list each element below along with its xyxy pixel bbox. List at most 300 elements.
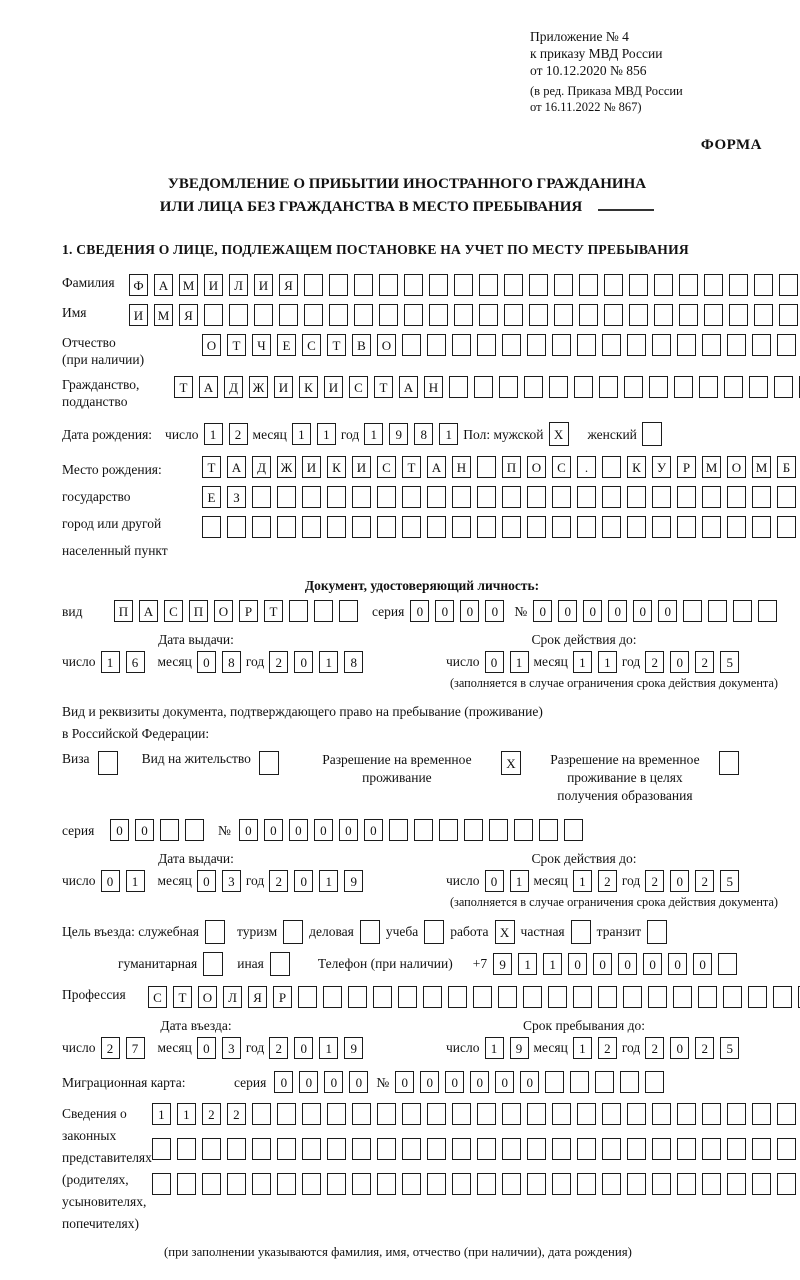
char-cell[interactable] [302, 516, 321, 538]
char-cell[interactable] [652, 516, 671, 538]
char-cell[interactable] [479, 274, 498, 296]
char-cell[interactable] [302, 486, 321, 508]
char-cell[interactable]: 0 [460, 600, 479, 622]
char-cell[interactable] [627, 334, 646, 356]
char-cell[interactable] [185, 819, 204, 841]
char-cell[interactable] [360, 920, 380, 944]
char-cell[interactable] [679, 274, 698, 296]
char-cell[interactable] [779, 274, 798, 296]
char-cell[interactable]: 1 [292, 423, 311, 445]
char-cell[interactable]: А [154, 274, 173, 296]
char-cell[interactable] [573, 986, 592, 1008]
char-cell[interactable] [314, 600, 333, 622]
char-cell[interactable] [252, 516, 271, 538]
char-cell[interactable] [279, 304, 298, 326]
char-cell[interactable] [404, 304, 423, 326]
char-cell[interactable] [727, 1173, 746, 1195]
char-cell[interactable]: 0 [274, 1071, 293, 1093]
char-cell[interactable] [702, 486, 721, 508]
char-cell[interactable] [402, 1138, 421, 1160]
char-cell[interactable] [402, 1103, 421, 1125]
char-cell[interactable]: З [227, 486, 246, 508]
purpose-study-checkbox[interactable] [424, 920, 444, 944]
char-cell[interactable] [404, 274, 423, 296]
char-cell[interactable]: 1 [319, 870, 338, 892]
char-cell[interactable]: И [302, 456, 321, 478]
char-cell[interactable] [227, 1173, 246, 1195]
char-cell[interactable] [352, 1173, 371, 1195]
char-cell[interactable]: 0 [670, 870, 689, 892]
char-cell[interactable] [673, 986, 692, 1008]
char-cell[interactable]: Ф [129, 274, 148, 296]
char-cell[interactable]: Н [452, 456, 471, 478]
char-cell[interactable] [424, 920, 444, 944]
char-cell[interactable] [579, 274, 598, 296]
char-cell[interactable] [377, 486, 396, 508]
char-cell[interactable]: 0 [420, 1071, 439, 1093]
char-cell[interactable] [477, 1138, 496, 1160]
char-cell[interactable] [733, 600, 752, 622]
char-cell[interactable] [252, 1138, 271, 1160]
char-cell[interactable]: Т [227, 334, 246, 356]
char-cell[interactable]: Ч [252, 334, 271, 356]
char-cell[interactable] [327, 1103, 346, 1125]
char-cell[interactable]: X [495, 920, 515, 944]
char-cell[interactable] [354, 274, 373, 296]
char-cell[interactable]: С [148, 986, 167, 1008]
char-cell[interactable] [718, 953, 737, 975]
char-cell[interactable] [702, 516, 721, 538]
char-cell[interactable] [454, 304, 473, 326]
char-cell[interactable] [652, 1138, 671, 1160]
char-cell[interactable] [477, 516, 496, 538]
char-cell[interactable] [177, 1138, 196, 1160]
char-cell[interactable]: 1 [518, 953, 537, 975]
char-cell[interactable]: М [752, 456, 771, 478]
char-cell[interactable] [504, 274, 523, 296]
char-cell[interactable]: С [164, 600, 183, 622]
char-cell[interactable] [604, 304, 623, 326]
purpose-private-checkbox[interactable] [571, 920, 591, 944]
purpose-humanitarian-checkbox[interactable] [203, 952, 223, 976]
char-cell[interactable] [624, 376, 643, 398]
char-cell[interactable] [252, 486, 271, 508]
char-cell[interactable]: 5 [720, 651, 739, 673]
char-cell[interactable] [623, 986, 642, 1008]
char-cell[interactable] [548, 986, 567, 1008]
char-cell[interactable] [729, 304, 748, 326]
char-cell[interactable] [602, 516, 621, 538]
char-cell[interactable]: А [427, 456, 446, 478]
char-cell[interactable] [302, 1173, 321, 1195]
char-cell[interactable]: 0 [495, 1071, 514, 1093]
char-cell[interactable] [752, 334, 771, 356]
char-cell[interactable] [545, 1071, 564, 1093]
char-cell[interactable] [427, 1103, 446, 1125]
char-cell[interactable] [552, 334, 571, 356]
char-cell[interactable] [773, 986, 792, 1008]
char-cell[interactable]: 0 [197, 870, 216, 892]
char-cell[interactable] [758, 600, 777, 622]
char-cell[interactable] [754, 304, 773, 326]
char-cell[interactable]: Т [402, 456, 421, 478]
char-cell[interactable] [302, 1138, 321, 1160]
gender-female-checkbox[interactable] [642, 422, 662, 446]
char-cell[interactable]: 0 [485, 870, 504, 892]
char-cell[interactable]: 0 [101, 870, 120, 892]
char-cell[interactable] [602, 1138, 621, 1160]
char-cell[interactable] [648, 986, 667, 1008]
char-cell[interactable] [698, 986, 717, 1008]
char-cell[interactable] [577, 334, 596, 356]
char-cell[interactable]: Д [224, 376, 243, 398]
char-cell[interactable]: 0 [608, 600, 627, 622]
char-cell[interactable]: 0 [395, 1071, 414, 1093]
char-cell[interactable]: 2 [695, 651, 714, 673]
char-cell[interactable] [477, 486, 496, 508]
char-cell[interactable]: 0 [349, 1071, 368, 1093]
char-cell[interactable] [277, 1173, 296, 1195]
char-cell[interactable] [489, 819, 508, 841]
char-cell[interactable]: М [179, 274, 198, 296]
char-cell[interactable] [402, 486, 421, 508]
char-cell[interactable] [283, 920, 303, 944]
char-cell[interactable]: У [652, 456, 671, 478]
char-cell[interactable] [527, 1103, 546, 1125]
char-cell[interactable] [477, 1103, 496, 1125]
char-cell[interactable] [277, 516, 296, 538]
char-cell[interactable] [203, 952, 223, 976]
char-cell[interactable]: О [377, 334, 396, 356]
char-cell[interactable] [327, 1138, 346, 1160]
char-cell[interactable] [352, 1138, 371, 1160]
char-cell[interactable] [564, 819, 583, 841]
char-cell[interactable]: 0 [445, 1071, 464, 1093]
char-cell[interactable] [504, 304, 523, 326]
char-cell[interactable]: И [352, 456, 371, 478]
char-cell[interactable] [427, 486, 446, 508]
char-cell[interactable]: К [627, 456, 646, 478]
char-cell[interactable]: 0 [533, 600, 552, 622]
char-cell[interactable] [502, 516, 521, 538]
char-cell[interactable] [377, 1173, 396, 1195]
char-cell[interactable] [574, 376, 593, 398]
char-cell[interactable] [377, 516, 396, 538]
purpose-other-checkbox[interactable] [270, 952, 290, 976]
char-cell[interactable] [502, 1138, 521, 1160]
char-cell[interactable] [702, 1103, 721, 1125]
char-cell[interactable]: И [324, 376, 343, 398]
char-cell[interactable] [554, 274, 573, 296]
char-cell[interactable]: 1 [573, 1037, 592, 1059]
char-cell[interactable]: 2 [101, 1037, 120, 1059]
char-cell[interactable] [289, 600, 308, 622]
char-cell[interactable] [647, 920, 667, 944]
char-cell[interactable]: Т [264, 600, 283, 622]
char-cell[interactable]: 0 [435, 600, 454, 622]
char-cell[interactable]: 2 [598, 1037, 617, 1059]
char-cell[interactable]: Т [327, 334, 346, 356]
purpose-work-checkbox[interactable] [495, 920, 515, 944]
char-cell[interactable] [577, 1103, 596, 1125]
char-cell[interactable] [327, 516, 346, 538]
char-cell[interactable] [427, 1173, 446, 1195]
char-cell[interactable] [629, 304, 648, 326]
char-cell[interactable]: 9 [344, 1037, 363, 1059]
char-cell[interactable]: 1 [510, 651, 529, 673]
char-cell[interactable] [679, 304, 698, 326]
char-cell[interactable] [727, 334, 746, 356]
char-cell[interactable] [577, 486, 596, 508]
char-cell[interactable]: О [214, 600, 233, 622]
char-cell[interactable] [554, 304, 573, 326]
char-cell[interactable] [452, 486, 471, 508]
char-cell[interactable] [777, 516, 796, 538]
char-cell[interactable]: Я [279, 274, 298, 296]
char-cell[interactable]: 0 [289, 819, 308, 841]
char-cell[interactable] [677, 486, 696, 508]
char-cell[interactable] [502, 1103, 521, 1125]
char-cell[interactable] [677, 1103, 696, 1125]
char-cell[interactable] [702, 1138, 721, 1160]
char-cell[interactable] [604, 274, 623, 296]
char-cell[interactable]: 1 [204, 423, 223, 445]
char-cell[interactable] [229, 304, 248, 326]
char-cell[interactable] [449, 376, 468, 398]
char-cell[interactable] [677, 1173, 696, 1195]
char-cell[interactable] [552, 1173, 571, 1195]
char-cell[interactable]: 1 [543, 953, 562, 975]
char-cell[interactable] [529, 274, 548, 296]
char-cell[interactable]: 2 [229, 423, 248, 445]
char-cell[interactable] [477, 334, 496, 356]
char-cell[interactable] [298, 986, 317, 1008]
char-cell[interactable]: X [549, 422, 569, 446]
char-cell[interactable]: Е [202, 486, 221, 508]
char-cell[interactable]: 0 [618, 953, 637, 975]
char-cell[interactable] [704, 304, 723, 326]
char-cell[interactable] [577, 1173, 596, 1195]
char-cell[interactable]: 6 [126, 651, 145, 673]
residence-permit-checkbox[interactable] [259, 751, 279, 775]
char-cell[interactable]: 1 [317, 423, 336, 445]
char-cell[interactable]: Б [777, 456, 796, 478]
char-cell[interactable] [527, 486, 546, 508]
char-cell[interactable]: С [302, 334, 321, 356]
char-cell[interactable] [439, 819, 458, 841]
char-cell[interactable] [329, 274, 348, 296]
char-cell[interactable] [727, 1138, 746, 1160]
char-cell[interactable]: А [227, 456, 246, 478]
char-cell[interactable]: 2 [645, 870, 664, 892]
char-cell[interactable] [649, 376, 668, 398]
char-cell[interactable]: Е [277, 334, 296, 356]
char-cell[interactable] [539, 819, 558, 841]
char-cell[interactable]: П [502, 456, 521, 478]
char-cell[interactable] [779, 304, 798, 326]
char-cell[interactable]: . [577, 456, 596, 478]
char-cell[interactable] [652, 486, 671, 508]
char-cell[interactable] [723, 986, 742, 1008]
char-cell[interactable]: 9 [493, 953, 512, 975]
char-cell[interactable]: 1 [101, 651, 120, 673]
char-cell[interactable] [523, 986, 542, 1008]
char-cell[interactable]: 0 [520, 1071, 539, 1093]
char-cell[interactable]: 1 [319, 1037, 338, 1059]
char-cell[interactable]: С [377, 456, 396, 478]
char-cell[interactable] [327, 486, 346, 508]
char-cell[interactable]: 0 [583, 600, 602, 622]
char-cell[interactable] [254, 304, 273, 326]
char-cell[interactable] [752, 516, 771, 538]
char-cell[interactable]: 0 [693, 953, 712, 975]
char-cell[interactable]: М [702, 456, 721, 478]
char-cell[interactable] [654, 304, 673, 326]
char-cell[interactable] [502, 486, 521, 508]
char-cell[interactable] [602, 486, 621, 508]
char-cell[interactable]: А [139, 600, 158, 622]
char-cell[interactable]: С [349, 376, 368, 398]
char-cell[interactable] [777, 486, 796, 508]
char-cell[interactable]: 0 [670, 1037, 689, 1059]
char-cell[interactable]: И [204, 274, 223, 296]
char-cell[interactable] [277, 486, 296, 508]
char-cell[interactable]: 2 [269, 870, 288, 892]
char-cell[interactable] [677, 516, 696, 538]
char-cell[interactable]: К [327, 456, 346, 478]
char-cell[interactable] [629, 274, 648, 296]
char-cell[interactable] [429, 274, 448, 296]
char-cell[interactable]: Р [677, 456, 696, 478]
char-cell[interactable] [708, 600, 727, 622]
char-cell[interactable] [727, 1103, 746, 1125]
char-cell[interactable] [302, 1103, 321, 1125]
char-cell[interactable] [277, 1138, 296, 1160]
char-cell[interactable] [552, 1103, 571, 1125]
char-cell[interactable] [774, 376, 793, 398]
char-cell[interactable]: 8 [414, 423, 433, 445]
char-cell[interactable] [748, 986, 767, 1008]
char-cell[interactable]: 0 [470, 1071, 489, 1093]
char-cell[interactable]: Н [424, 376, 443, 398]
char-cell[interactable]: О [202, 334, 221, 356]
char-cell[interactable] [479, 304, 498, 326]
char-cell[interactable] [352, 486, 371, 508]
char-cell[interactable]: П [189, 600, 208, 622]
char-cell[interactable] [152, 1173, 171, 1195]
char-cell[interactable] [373, 986, 392, 1008]
char-cell[interactable] [452, 1138, 471, 1160]
char-cell[interactable]: 0 [593, 953, 612, 975]
char-cell[interactable] [160, 819, 179, 841]
char-cell[interactable] [304, 304, 323, 326]
char-cell[interactable] [402, 1173, 421, 1195]
char-cell[interactable] [627, 1103, 646, 1125]
char-cell[interactable] [727, 486, 746, 508]
char-cell[interactable]: Т [202, 456, 221, 478]
char-cell[interactable] [527, 516, 546, 538]
char-cell[interactable]: Л [229, 274, 248, 296]
char-cell[interactable] [552, 1138, 571, 1160]
char-cell[interactable]: О [198, 986, 217, 1008]
char-cell[interactable] [727, 516, 746, 538]
char-cell[interactable]: 1 [319, 651, 338, 673]
char-cell[interactable] [352, 516, 371, 538]
char-cell[interactable] [377, 1103, 396, 1125]
char-cell[interactable]: 0 [568, 953, 587, 975]
char-cell[interactable]: И [129, 304, 148, 326]
char-cell[interactable]: Т [173, 986, 192, 1008]
char-cell[interactable]: 3 [222, 870, 241, 892]
char-cell[interactable]: 0 [197, 1037, 216, 1059]
char-cell[interactable] [654, 274, 673, 296]
char-cell[interactable]: Ж [277, 456, 296, 478]
char-cell[interactable]: 0 [197, 651, 216, 673]
char-cell[interactable] [602, 1173, 621, 1195]
char-cell[interactable] [577, 1138, 596, 1160]
char-cell[interactable]: 0 [239, 819, 258, 841]
char-cell[interactable] [454, 274, 473, 296]
char-cell[interactable]: 2 [695, 870, 714, 892]
char-cell[interactable] [652, 1103, 671, 1125]
char-cell[interactable] [227, 1138, 246, 1160]
phone-cells[interactable] [493, 953, 737, 975]
char-cell[interactable] [602, 456, 621, 478]
char-cell[interactable]: 9 [344, 870, 363, 892]
char-cell[interactable]: 0 [294, 1037, 313, 1059]
char-cell[interactable] [549, 376, 568, 398]
char-cell[interactable] [464, 819, 483, 841]
char-cell[interactable] [499, 376, 518, 398]
char-cell[interactable] [98, 751, 118, 775]
temp-residence-education-checkbox[interactable] [719, 751, 739, 775]
char-cell[interactable]: 0 [485, 600, 504, 622]
char-cell[interactable]: О [527, 456, 546, 478]
temp-residence-checkbox[interactable] [501, 751, 521, 775]
char-cell[interactable] [652, 1173, 671, 1195]
char-cell[interactable] [749, 376, 768, 398]
purpose-tourism-checkbox[interactable] [283, 920, 303, 944]
char-cell[interactable] [473, 986, 492, 1008]
char-cell[interactable] [423, 986, 442, 1008]
char-cell[interactable] [627, 1173, 646, 1195]
char-cell[interactable] [702, 1173, 721, 1195]
char-cell[interactable] [202, 1138, 221, 1160]
char-cell[interactable]: К [299, 376, 318, 398]
char-cell[interactable]: 1 [598, 651, 617, 673]
char-cell[interactable] [514, 819, 533, 841]
char-cell[interactable]: 5 [720, 1037, 739, 1059]
char-cell[interactable]: 5 [720, 870, 739, 892]
char-cell[interactable] [252, 1173, 271, 1195]
char-cell[interactable]: 1 [126, 870, 145, 892]
visa-checkbox[interactable] [98, 751, 118, 775]
char-cell[interactable] [642, 422, 662, 446]
char-cell[interactable] [152, 1138, 171, 1160]
char-cell[interactable] [327, 1173, 346, 1195]
char-cell[interactable] [683, 600, 702, 622]
char-cell[interactable] [323, 986, 342, 1008]
char-cell[interactable]: 1 [573, 651, 592, 673]
char-cell[interactable] [429, 304, 448, 326]
char-cell[interactable] [752, 486, 771, 508]
char-cell[interactable] [579, 304, 598, 326]
char-cell[interactable]: М [154, 304, 173, 326]
char-cell[interactable]: Д [252, 456, 271, 478]
char-cell[interactable] [595, 1071, 614, 1093]
char-cell[interactable]: 2 [269, 1037, 288, 1059]
char-cell[interactable] [205, 920, 225, 944]
